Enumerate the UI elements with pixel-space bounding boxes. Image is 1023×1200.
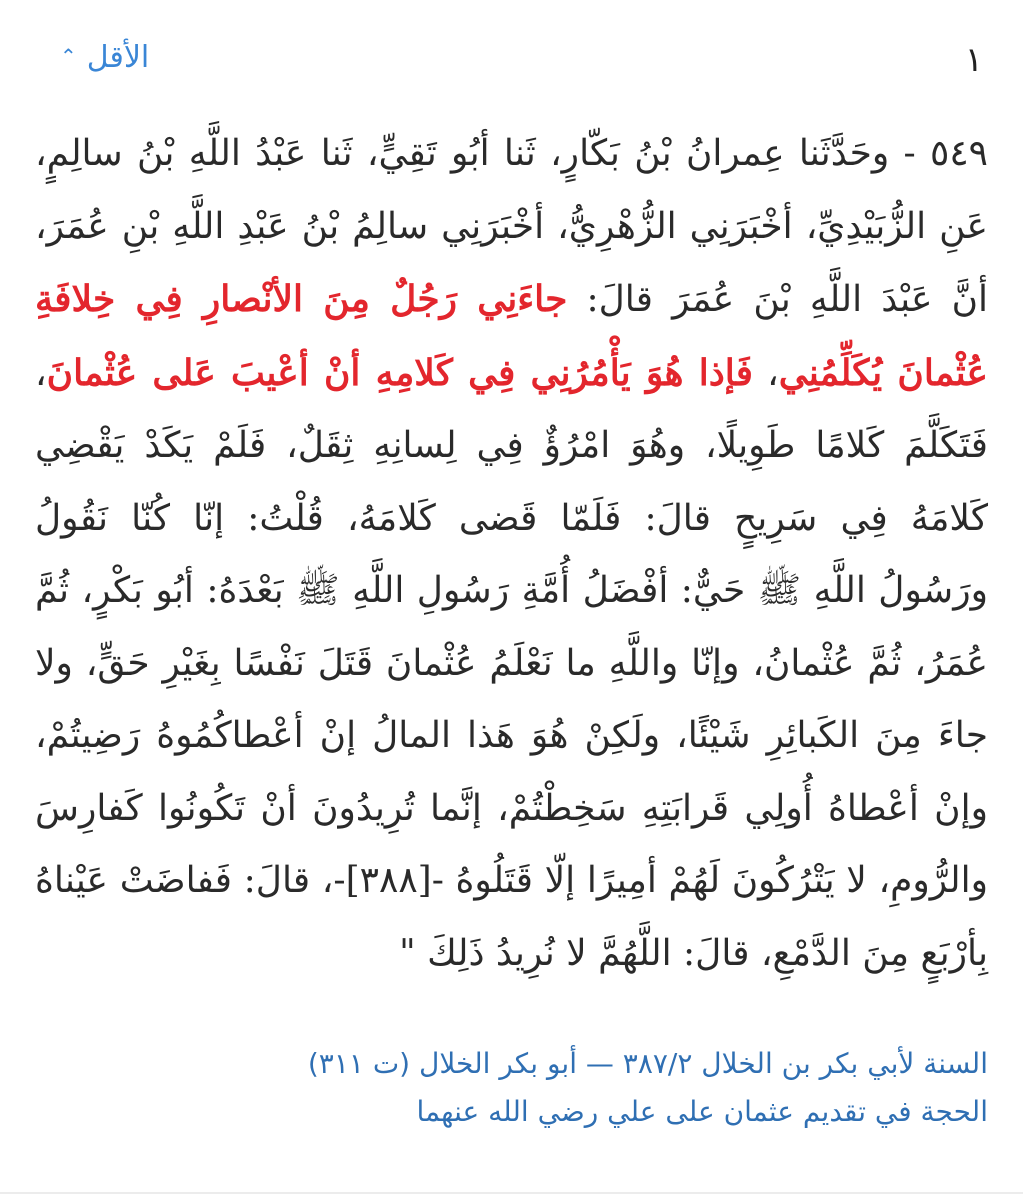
- chevron-up-icon: ⌃: [60, 43, 77, 68]
- hadith-text: [35, 118, 988, 990]
- bottom-divider: [0, 1192, 1023, 1194]
- show-less-button[interactable]: [60, 40, 149, 75]
- page-number: ١: [964, 40, 983, 80]
- hadith-text-part-2: ،: [752, 352, 779, 394]
- highlighted-phrase-2: فَإذا هُوَ يَأْمُرُنِي فِي كَلامِهِ أنْ أعْيبَ عَلى عُثْمانَ: [46, 351, 753, 394]
- source-citation[interactable]: [35, 1040, 988, 1136]
- hadith-text-part-1: ٥٤٩ - وحَدَّثَنا عِمرانُ بْنُ بَكّارٍ، ثَنا أبُو تَقِيٍّ، ثَنا عَبْدُ اللَّهِ بْنُ سالِمٍ، عَنِ الزُّبَيْدِيِّ، أخْبَرَنِي الزُّهْرِيُّ، أخْبَرَنِي سالِمُ بْنُ عَبْدِ اللَّهِ بْنِ عُمَرَ، أنَّ عَبْدَ اللَّهِ بْنَ عُمَرَ قالَ:: [35, 133, 989, 320]
- source-book-line[interactable]: السنة لأبي بكر بن الخلال ٣٨٧/٢ — أبو بكر الخلال (ت ٣١١): [307, 1047, 988, 1080]
- page-header: [60, 40, 983, 90]
- show-less-label: الأقل: [86, 40, 150, 75]
- source-chapter-line[interactable]: الحجة في تقديم عثمان على علي رضي الله عنهما: [416, 1095, 988, 1128]
- hadith-text-part-3: ، فَتَكَلَّمَ كَلامًا طَوِيلًا، وهُوَ امْرُؤٌ فِي لِسانِهِ ثِقَلٌ، فَلَمْ يَكَدْ يَقْضِي كَلامَهُ فِي سَرِيحٍ قالَ: فَلَمّا قَضى كَلامَهُ، قُلْتُ: إنّا كُنّا نَقُولُ ورَسُولُ اللَّهِ ﷺ حَيٌّ: أفْضَلُ أُمَّةِ رَسُولِ اللَّهِ ﷺ بَعْدَهُ: أبُو بَكْرٍ، ثُمَّ عُمَرُ، ثُمَّ عُثْمانُ، وإنّا واللَّهِ ما نَعْلَمُ عُثْمانَ قَتَلَ نَفْسًا بِغَيْرِ حَقٍّ، ولا جاءَ مِنَ الكَبائِرِ شَيْئًا، ولَكِنْ هُوَ هَذا المالُ إنْ أعْطاكُمُوهُ رَضِيتُمْ، وإنْ أعْطاهُ أُولِي قَرابَتِهِ سَخِطْتُمْ، إنَّما تُرِيدُونَ أنْ تَكُونُوا كَفارِسَ والرُّومِ، لا يَتْرُكُونَ لَهُمْ أمِيرًا إلّا قَتَلُوهُ -[٣٨٨]-، قالَ: فَفاضَتْ عَيْناهُ بِأرْبَعٍ مِنَ الدَّمْعِ، قالَ: اللَّهُمَّ لا نُرِيدُ ذَلِكَ ": [35, 352, 989, 974]
- highlighted-phrase-1: جاءَنِي رَجُلٌ مِنَ الأنْصارِ فِي خِلافَةِ عُثْمانَ يُكَلِّمُنِي: [35, 278, 988, 394]
